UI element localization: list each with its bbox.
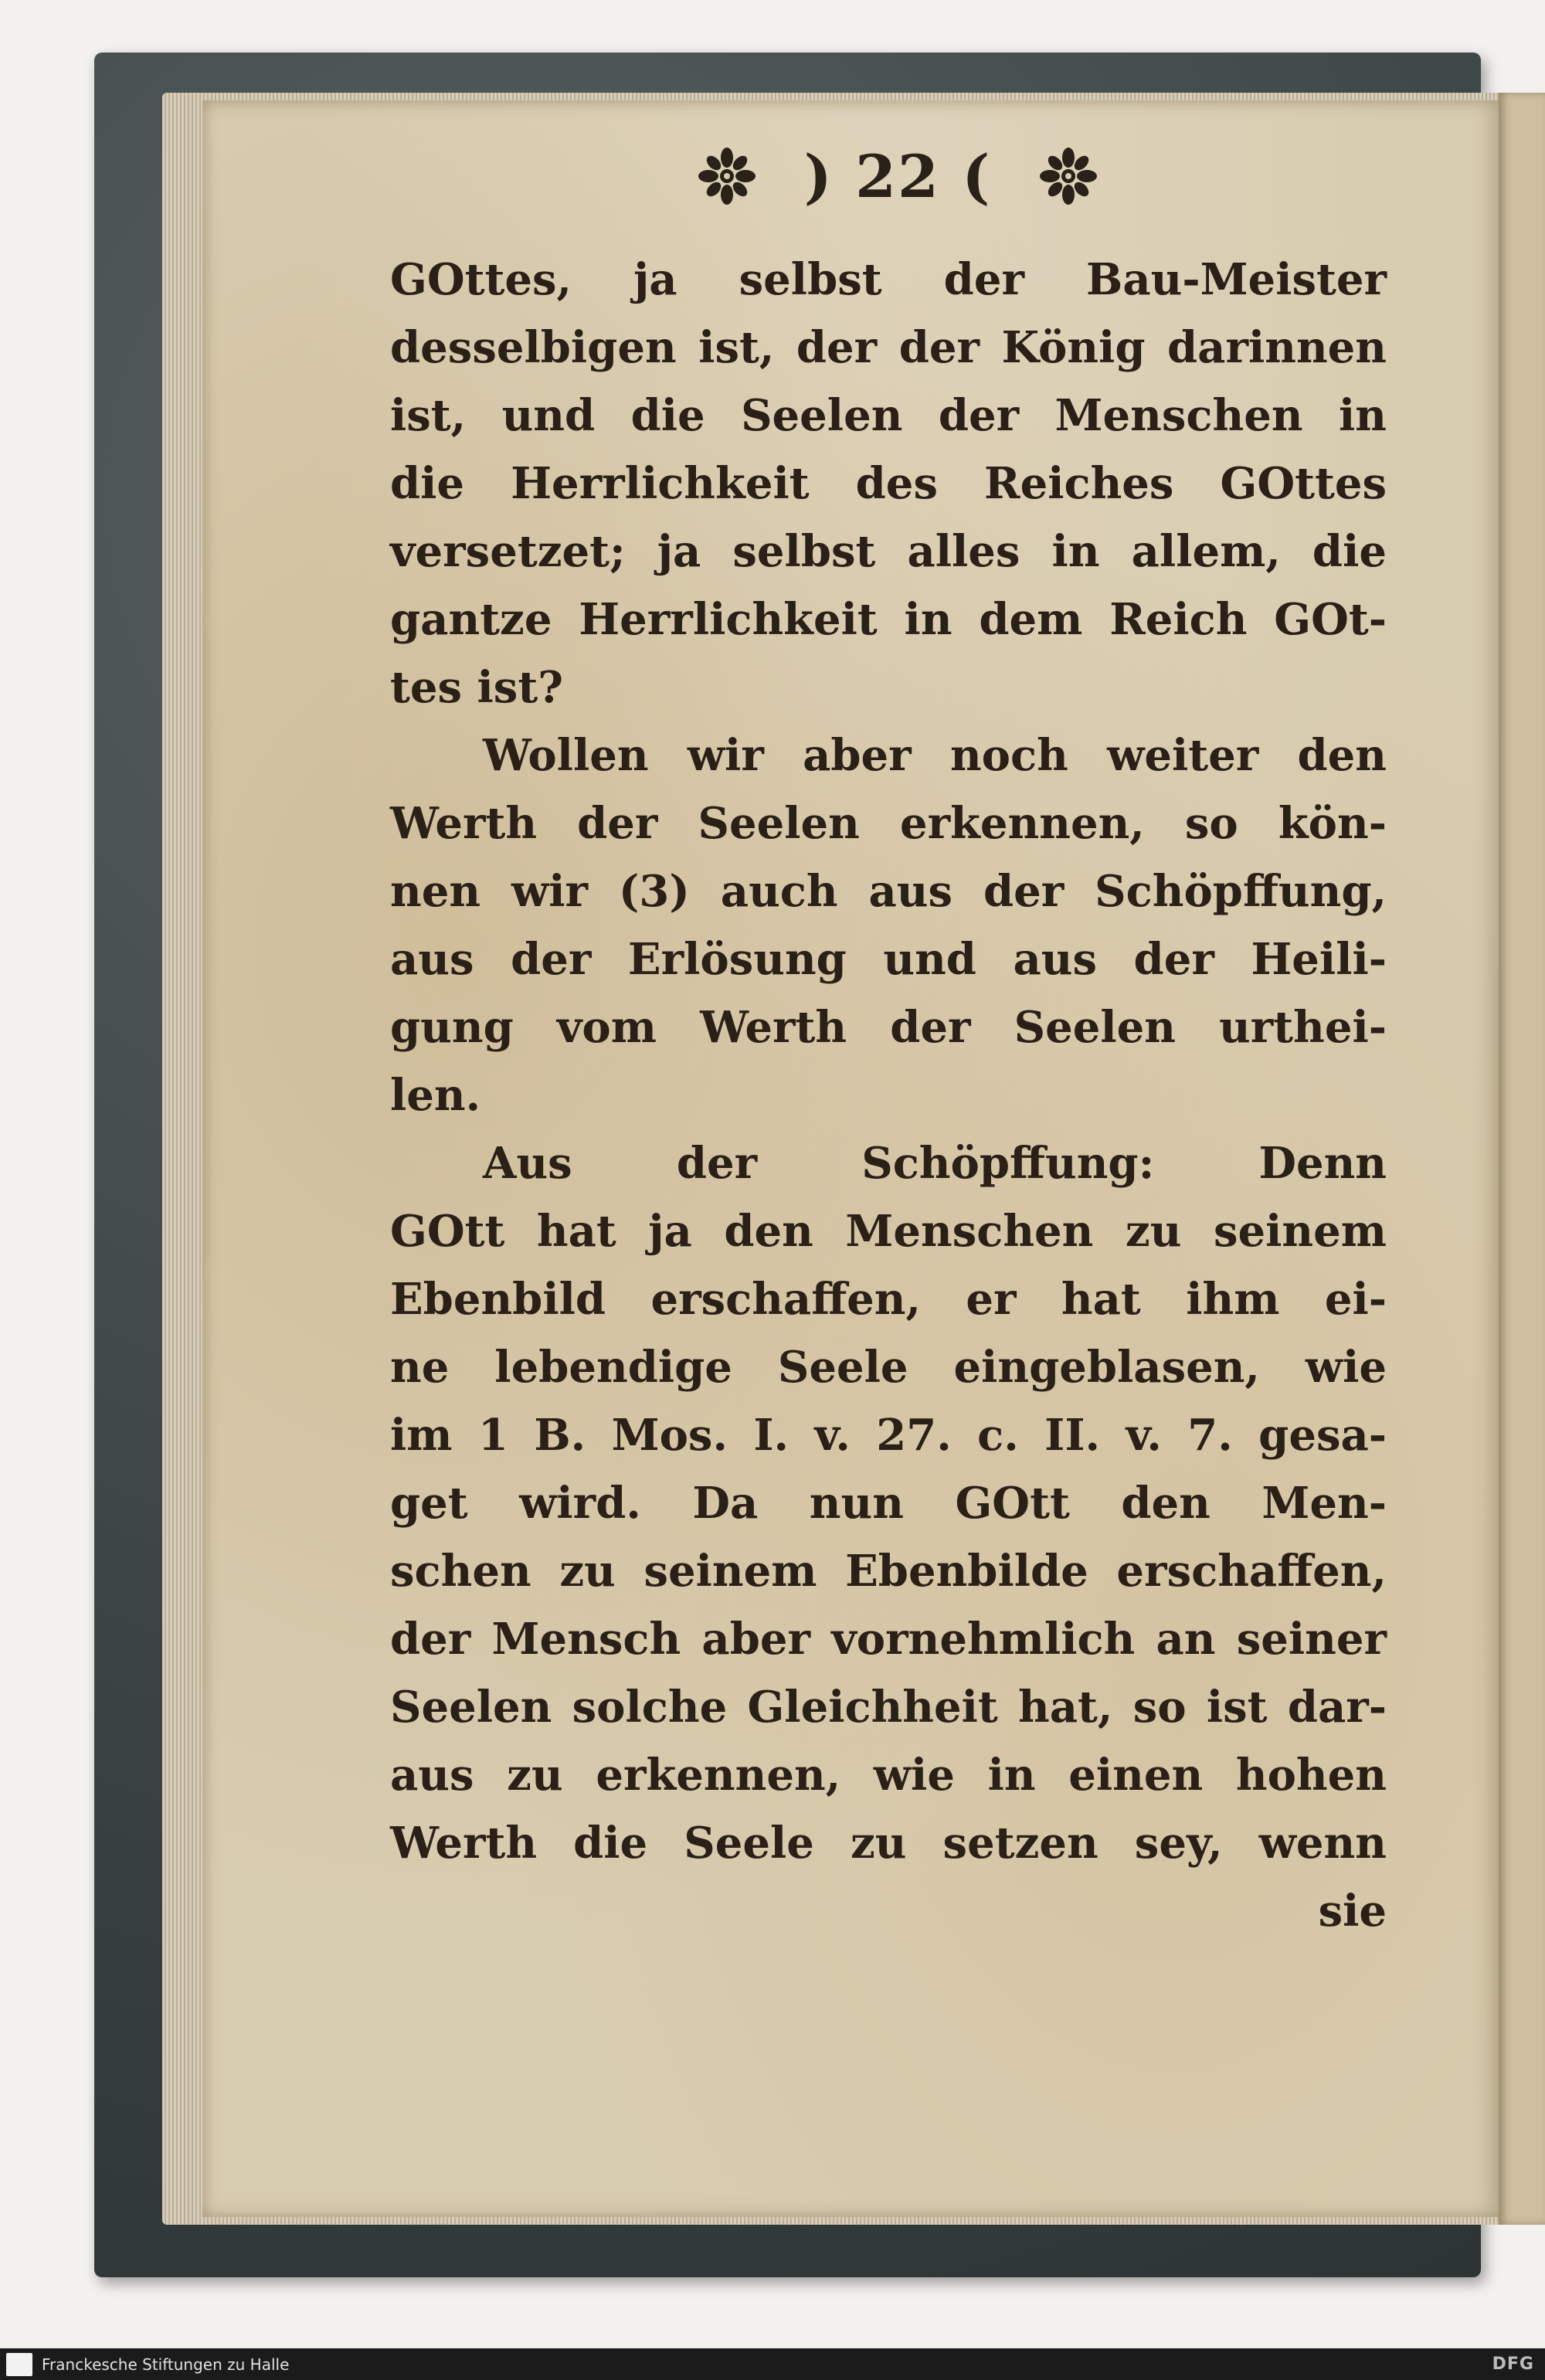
rosette-ornament-icon [1037,145,1099,207]
text-line: Seelen solche Gleichheit hat, so ist dar- [390,1682,1387,1733]
text-line: der Mensch aber vornehmlich an seiner [390,1614,1387,1665]
text-line: Wollen wir aber noch weiter den [483,730,1387,781]
dfg-logo: DFG [1492,2355,1534,2374]
text-line: Werth die Seele zu setzen sey, wenn [390,1818,1387,1869]
text-line: versetzet; ja selbst alles in allem, die [390,526,1387,577]
next-page-edge [1499,93,1545,2225]
text-line: get wird. Da nun GOtt den Men- [390,1478,1387,1529]
body-text [390,246,1387,1945]
institution-logo-icon [6,2353,32,2376]
institution-name: Franckesche Stiftungen zu Halle [42,2355,290,2374]
catchword: sie [1318,1886,1387,1937]
text-line: aus zu erkennen, wie in einen hohen [390,1750,1387,1801]
text-line: len. [390,1070,481,1121]
page-number: ) 22 ( [803,141,992,211]
text-line: im 1 B. Mos. I. v. 27. c. II. v. 7. gesa- [390,1410,1387,1461]
text-line: desselbigen ist, der der König darinnen [390,322,1387,373]
text-line: schen zu seinem Ebenbilde erschaffen, [390,1546,1387,1597]
text-line: GOtt hat ja den Menschen zu seinem [390,1206,1387,1257]
text-line: Werth der Seelen erkennen, so kön- [390,798,1387,849]
text-line: gantze Herrlichkeit in dem Reich GOt- [390,594,1387,645]
text-line: GOttes, ja selbst der Bau-Meister [390,254,1387,305]
text-line: aus der Erlösung und aus der Heili- [390,934,1387,985]
text-line: ist, und die Seelen der Menschen in [390,390,1387,441]
text-line: nen wir (3) auch aus der Schöpffung, [390,866,1387,917]
text-line: tes ist? [390,662,563,713]
text-line: Aus der Schöpffung: Denn [483,1138,1387,1189]
rosette-ornament-icon [696,145,758,207]
text-line: gung vom Werth der Seelen urthei- [390,1002,1387,1053]
text-line: Ebenbild erschaffen, er hat ihm ei- [390,1274,1387,1325]
viewer-footer [0,2348,1545,2380]
page-header [666,130,1129,222]
text-line: ne lebendige Seele eingeblasen, wie [390,1342,1387,1393]
text-line: die Herrlichkeit des Reiches GOttes [390,458,1387,509]
